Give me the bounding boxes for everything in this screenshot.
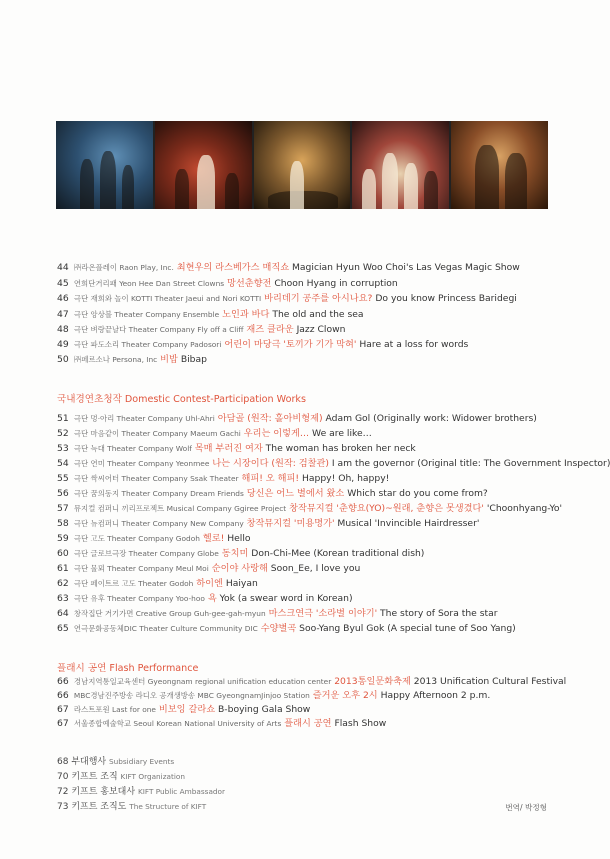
list-item: 52 극단 마음같이 Theater Company Maeum Gachi 우리는 이렇게… We are like… — [57, 428, 372, 439]
list-item: 55 극단 싹씨어터 Theater Company Ssak Theater 해피! 오 해피! Happy! Oh, happy! — [57, 473, 390, 484]
list-item: 47 극단 앙상블 Theater Company Ensemble 노인과 바다 The old and the sea — [57, 309, 364, 320]
subsidiary-item: 73 키프트 조직도 The Structure of KIFT — [57, 802, 207, 812]
performance-photo-5 — [451, 121, 548, 209]
list-item: 46 극단 재희와 놀이 KOTTI Theater Jaeui and Nori KOTTI 바리데기 공주를 아시나요? Do you know Princess Baridegi — [57, 293, 517, 304]
subsidiary-item: 72 키프트 홍보대사 KIFT Public Ambassador — [57, 787, 226, 797]
section-heading-contest: 국내경연초청작 Domestic Contest-Participation Works — [57, 394, 306, 405]
list-item: 65 연극문화공동체DIC Theater Culture Community DIC 수양별곡 Soo-Yang Byul Gok (A special tune of Soo Yang) — [57, 623, 516, 634]
list-item: 66 MBC경남진주방송 라디오 공개생방송 MBC GyeongnamJinjoo Station 즐거운 오후 2시 Happy Afternoon 2 p.m. — [57, 690, 491, 701]
list-item: 57 뮤지컬 컴퍼니 끼리프로젝트 Musical Company Ggiree Project 창작뮤지컬 '춘향요(YO)~원래, 춘향은 못생겼다' 'Choonhyang-Yo' — [57, 503, 563, 514]
list-item: 58 극단 뉴컴퍼니 Theater Company New Company 창작뮤지컬 '미용명가' Musical 'Invincible Hairdresser' — [57, 518, 480, 529]
list-item: 44 ㈜라온플레이 Raon Play, Inc. 최현우의 라스베가스 매직쇼 Magician Hyun Woo Choi's Las Vegas Magic Show — [57, 262, 520, 273]
list-item: 51 극단 멍·아리 Theater Company Uhl-Ahri 아담골 (원작: 홀아비형제) Adam Gol (Originally work: Widower brothers) — [57, 413, 537, 424]
list-item: 53 극단 늑대 Theater Company Wolf 목매 부러진 여자 The woman has broken her neck — [57, 443, 416, 454]
performance-photo-1 — [56, 121, 153, 209]
list-item: 67 서울종합예술학교 Seoul Korean National University of Arts 플래시 공연 Flash Show — [57, 718, 387, 729]
subsidiary-item: 68 부대행사 Subsidiary Events — [57, 757, 175, 767]
list-item: 48 극단 벼랑끝날다 Theater Company Fly off a Cliff 재즈 클라운 Jazz Clown — [57, 324, 346, 335]
list-item: 61 극단 물뫼 Theater Company Meul Moi 순이야 사랑해 Soon_Ee, I love you — [57, 563, 361, 574]
translator-credit: 번역/ 박정형 — [505, 803, 547, 812]
list-item: 49 극단 파도소리 Theater Company Padosori 어린이 마당극 '토끼가 기가 막혀' Hare at a loss for words — [57, 339, 469, 350]
performance-photo-2 — [155, 121, 252, 209]
list-item: 60 극단 글로브극장 Theater Company Globe 동치미 Don-Chi-Mee (Korean traditional dish) — [57, 548, 425, 559]
list-item: 62 극단 페이트르 고도 Theater Godoh 하이엔 Haiyan — [57, 578, 258, 589]
performance-photo-4 — [352, 121, 449, 209]
list-item: 63 극단 유후 Theater Company Yoo-hoo 욕 Yok (a swear word in Korean) — [57, 593, 353, 604]
subsidiary-item: 70 키프트 조직 KIFT Organization — [57, 772, 185, 782]
list-item: 66 경남지역통일교육센터 Gyeongnam regional unification education center 2013통일문화축제 2013 Unification Cultural Festival — [57, 676, 567, 687]
list-item: 64 창작집단 거기가면 Creative Group Guh-gee-gah-myun 마스크연극 '소라별 이야기' The story of Sora the star — [57, 608, 498, 619]
list-item: 54 극단 연미 Theater Company Yeonmee 나는 시장이다 (원작: 검찰관) I am the governor (Original title: The Government Inspector) — [57, 458, 610, 469]
list-item: 45 연희단거리패 Yeon Hee Dan Street Clowns 망선춘향전 Choon Hyang in corruption — [57, 278, 398, 289]
list-item: 59 극단 고도 Theater Company Godoh 헬로! Hello — [57, 533, 251, 544]
list-item: 50 ㈜페르소나 Persona, Inc 비밥 Bibap — [57, 354, 207, 365]
list-item: 56 극단 꿈의동지 Theater Company Dream Friends 당신은 어느 별에서 왔소 Which star do you come from? — [57, 488, 488, 499]
performance-photo-3 — [254, 121, 351, 209]
section-heading-flash: 플래시 공연 Flash Performance — [57, 663, 199, 674]
performance-photo-strip — [56, 121, 548, 209]
list-item: 67 라스트포원 Last for one 비보잉 갈라쇼 B-boying Gala Show — [57, 704, 311, 715]
